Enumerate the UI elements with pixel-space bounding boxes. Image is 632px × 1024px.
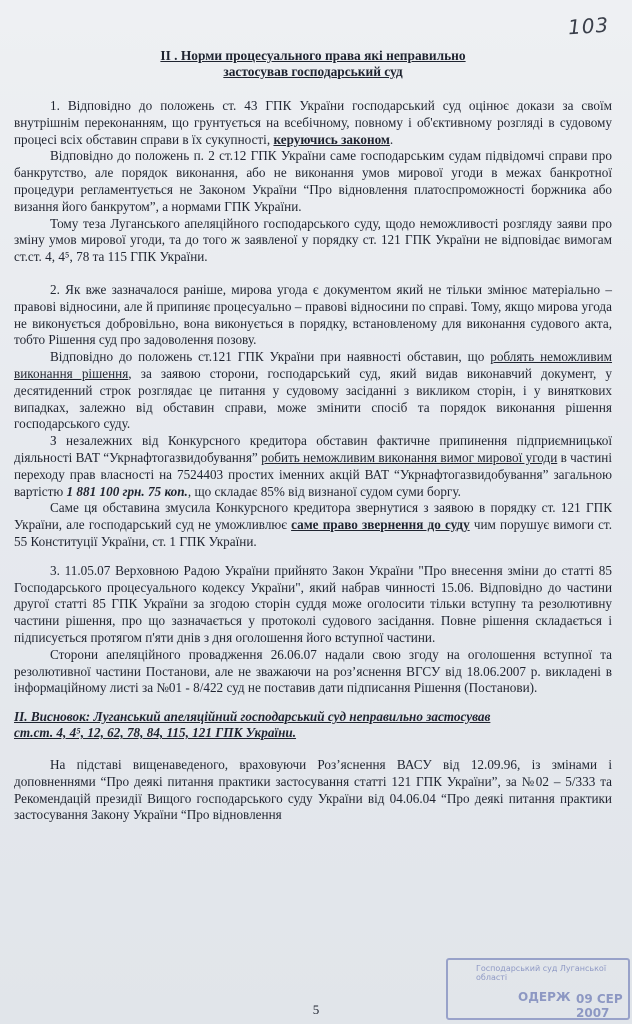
paragraph-8: 3. 11.05.07 Верховною Радою України прийнято Закон України "Про внесення зміни до статті 85 Господарського процесуального кодексу України", який набрав чинності 15.06. Відповідно до частини другої статті 85 ГПК України за згодою сторін суддя може оголосити тільки вступну та резолютивну частини рішення, про що зазначається у протоколі судового засідання. Повне рішення складається і підписується протягом п'яти днів з дня оголошення його вступної частини. — [14, 562, 612, 645]
paragraph-1: 1. Відповідно до положень ст. 43 ГПК України господарський суд оцінює докази за своїм внутрішнім переконанням, що грунтується на всебічному, повному і об'єктивному розгляді в судовому процесі всіх обставин справи в їх сукупності, керуючись законом. — [14, 98, 612, 147]
paragraph-6: З незалежних від Конкурсного кредитора обставин фактичне припинення підприємницької діяльності ВАТ “Укрнафтогазвидобування” робить неможливим виконання вимог мирової угоди в частині переходу прав власності на 7524403 простих іменних акцій ВАТ “Укрнафтогазвидобування” загальною вартістю 1 881 100 грн. 75 коп., що складає 85% від визнаної судом суми боргу. — [14, 433, 612, 499]
received-stamp — [446, 958, 630, 1020]
paragraph-3: Тому теза Луганського апеляційного господарського суду, щодо неможливості розгляду заяви про зміну умов мирової угоди, та до того ж заявленої у порядку ст. 121 ГПК України не відповідає вимогам ст.ст. 4, 4⁵, 78 та 115 ГПК України. — [14, 215, 612, 265]
paragraph-9: Сторони апеляційного провадження 26.06.07 надали свою згоду на оголошення вступної та резолютивної частини Постанови, але не зважаючи на роз’яснення ВГСУ від 18.06.2007 р. викладені в інформаційному листі за №01 - 8/422 суд не поставив дати підписання Рішення (Постанови). — [14, 646, 612, 696]
section-title-line1: ІІ . Норми процесуального права які неправильно — [160, 48, 466, 63]
paragraph-2: Відповідно до положень п. 2 ст.12 ГПК України саме господарським судам підвідомчі справи про банкрутство, але порядок виконання, або не виконання умов мирової угоди в межах банкротної процедури регламентується не Законом України “Про відновлення платоспроможності боржника або визання його банкрутом”, а нормами ГПК України. — [14, 148, 612, 214]
paragraph-7: Саме ця обставина змусила Конкурсного кредитора звернутися з заявою в порядку ст. 121 ГПК України, але господарський суд не уможливлює саме право звернення до суду чим порушує вимоги ст. 55 Конституції України, ст. 1 ГПК України. — [14, 500, 613, 549]
handwritten-page-number: 103 — [567, 12, 610, 40]
section-title-line2: застосував господарський суд — [223, 64, 403, 79]
stamp-date: 09 СЕР 2007 — [576, 992, 623, 1020]
section-title — [14, 48, 612, 80]
conclusion-heading-line1: ІІ. Висновок: Луганський апеляційний господарський суд неправильно застосував — [14, 709, 491, 725]
stamp-label: ОДЕРЖ — [518, 990, 571, 1004]
paragraph-5: Відповідно до положень ст.121 ГПК України при наявності обставин, що роблять неможливим виконання рішення, за заявою сторони, господарський суд, який видав виконавчий документ, у десятиденний строк розглядає це питання у судовому засіданні з викликом сторін, і у виняткових випадках, залежно від обставин справи, може змінити спосіб та порядок виконання рішення господарського суду. — [14, 349, 613, 432]
paragraph-4: 2. Як вже зазначалося раніше, мирова угода є документом який не тільки змінює матеріально – правові відносини, але й припиняє процесуально – правові відносини по справі. Тому, якщо мирова угода не виконується добровільно, вона виконується в порядку, встановленому для виконання судового акта, тобто Рішення суд про задоволення позову. — [14, 281, 612, 348]
page-number: 5 — [312, 1002, 320, 1017]
conclusion-heading — [14, 709, 612, 741]
paragraph-10: На підставі вищенаведеного, враховуючи Роз’яснення ВАСУ від 12.09.96, із змінами і доповненнями “Про деякі питання практики застосування статті 121 ГПК України”, за №02 – 5/333 та Рекомендацій президії Вищого господарського суду України від 04.06.04 “Про деякі питання практики застосування Закону України “Про відновлення — [14, 757, 612, 823]
stamp-header: Господарський суд Луганської області — [476, 964, 607, 982]
document-body — [14, 40, 612, 824]
conclusion-heading-line2: ст.ст. 4, 4⁵, 12, 62, 78, 84, 115, 121 ГПК України. — [14, 725, 297, 741]
